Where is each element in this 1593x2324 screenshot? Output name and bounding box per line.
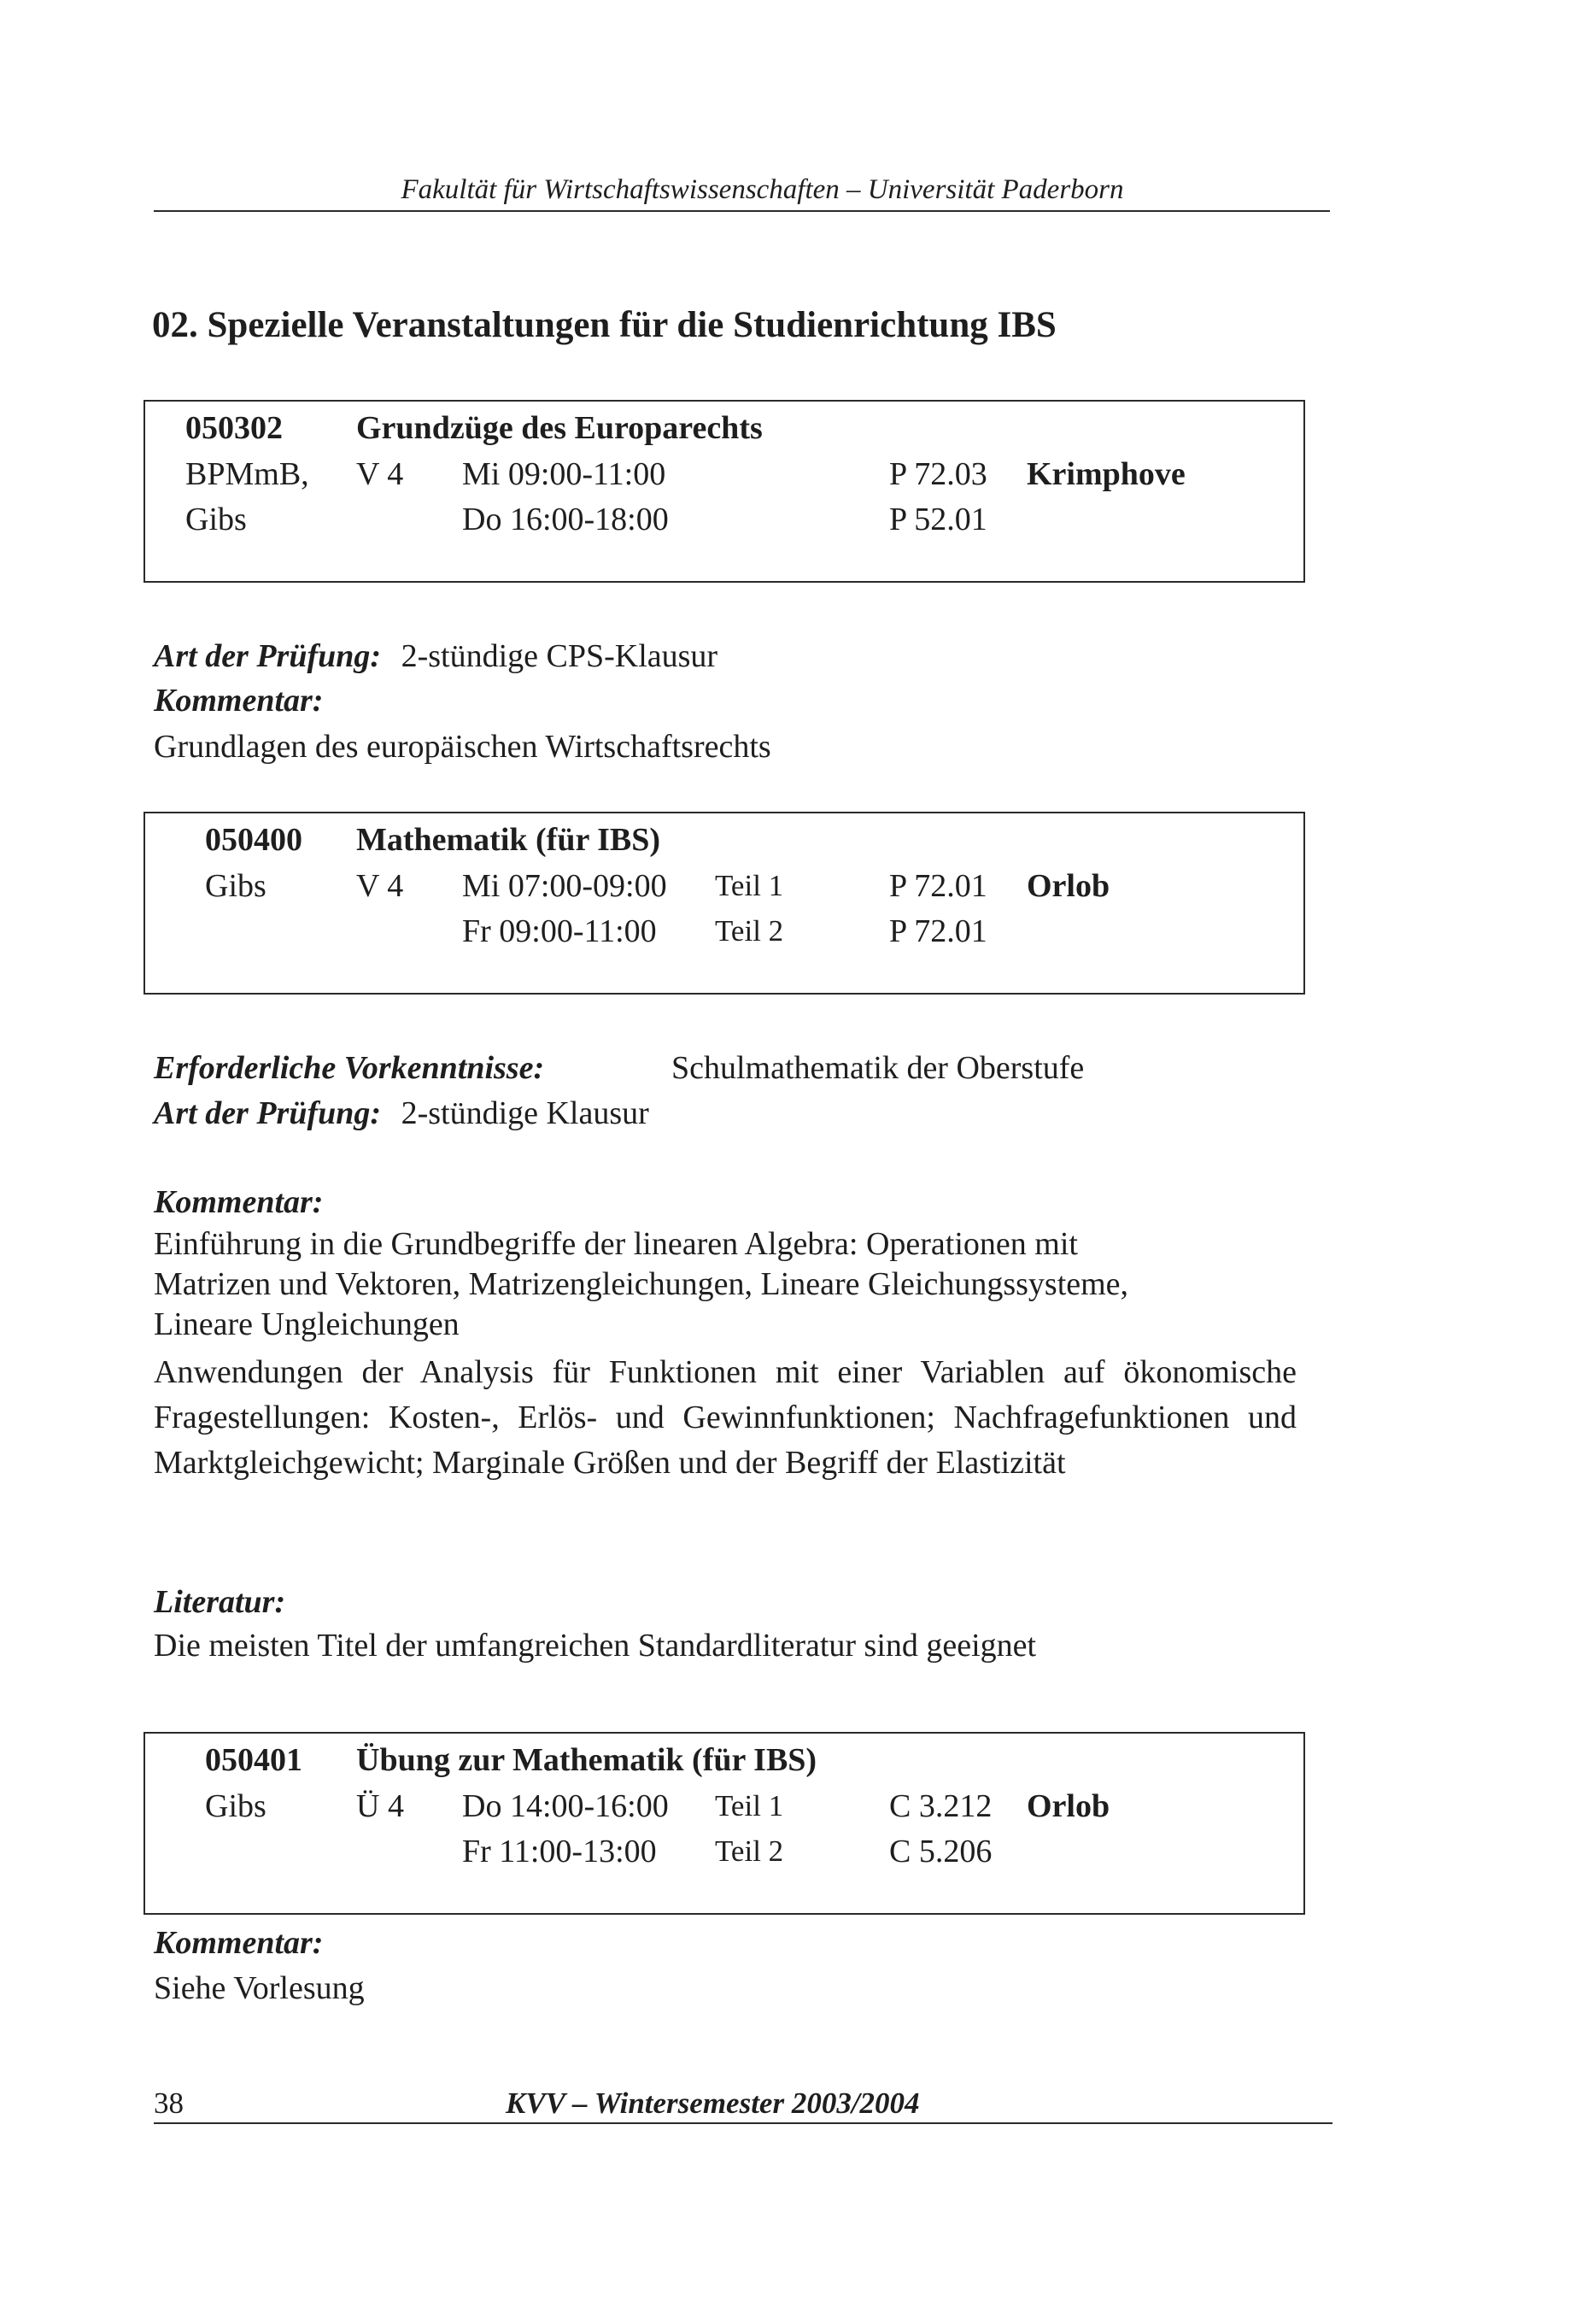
session-part: Teil 2	[715, 1834, 784, 1868]
comment-text: Grundlagen des europäischen Wirtschaftsrechts	[154, 729, 771, 765]
session-room: C 3.212	[889, 1788, 993, 1824]
comment-line: Lineare Ungleichungen	[154, 1306, 460, 1342]
session-room: P 72.03	[889, 456, 987, 492]
page-number: 38	[154, 2086, 184, 2120]
course-number: 050400	[205, 822, 302, 858]
course-type: V 4	[356, 456, 404, 492]
footer-title: KVV – Wintersemester 2003/2004	[506, 2086, 920, 2120]
course-title: Übung zur Mathematik (für IBS)	[356, 1742, 817, 1778]
session-room: P 72.01	[889, 868, 987, 904]
course-type: V 4	[356, 868, 404, 904]
session-part: Teil 1	[715, 869, 784, 902]
session-part: Teil 2	[715, 914, 784, 948]
exam-label: Art der Prüfung:	[154, 1095, 382, 1131]
page-header: Fakultät für Wirtschaftswissenschaften – Universität Paderborn	[401, 174, 1124, 205]
course-box-050302	[143, 400, 1305, 583]
exam-label: Art der Prüfung:	[154, 638, 382, 674]
footer-rule	[154, 2122, 1332, 2124]
exam-value: 2-stündige CPS-Klausur	[401, 638, 718, 674]
session-room: P 52.01	[889, 502, 987, 537]
literature-text: Die meisten Titel der umfangreichen Standardliteratur sind geeignet	[154, 1628, 1037, 1664]
course-audience: Gibs	[205, 868, 266, 904]
comment-label: Kommentar:	[154, 683, 324, 719]
comment-line: Matrizen und Vektoren, Matrizengleichungen, Lineare Gleichungssysteme,	[154, 1266, 1129, 1302]
session-time: Mi 09:00-11:00	[462, 456, 666, 492]
course-audience: BPMmB,	[185, 456, 309, 492]
course-box-050400	[143, 812, 1305, 995]
prereq-label: Erforderliche Vorkenntnisse:	[154, 1050, 545, 1086]
exam-row	[154, 637, 717, 676]
course-lecturer: Orlob	[1027, 1788, 1110, 1824]
literature-label: Literatur:	[154, 1584, 286, 1620]
comment-label: Kommentar:	[154, 1184, 324, 1220]
course-box-050401	[143, 1732, 1305, 1915]
comment-paragraph: Anwendungen der Analysis für Funktionen mit einer Variablen auf ökonomische Fragestellungen: Kosten-, Erlös- und Gewinnfunktionen; Nachfragefunktionen und Marktgleichgewicht; Marginale Größen und der Begriff der Elastizität	[154, 1354, 1297, 1481]
course-lecturer: Orlob	[1027, 868, 1110, 904]
course-title: Mathematik (für IBS)	[356, 822, 661, 858]
course-lecturer: Krimphove	[1027, 456, 1186, 492]
exam-value: 2-stündige Klausur	[401, 1095, 649, 1131]
session-part: Teil 1	[715, 1789, 784, 1822]
session-room: P 72.01	[889, 913, 987, 949]
prereq-value: Schulmathematik der Oberstufe	[671, 1050, 1085, 1086]
session-time: Fr 09:00-11:00	[462, 913, 657, 949]
session-room: C 5.206	[889, 1834, 993, 1869]
course-number: 050401	[205, 1742, 302, 1778]
course-title: Grundzüge des Europarechts	[356, 410, 763, 446]
session-time: Do 14:00-16:00	[462, 1788, 669, 1824]
session-time: Mi 07:00-09:00	[462, 868, 667, 904]
header-rule	[154, 210, 1330, 212]
course-audience: Gibs	[205, 1788, 266, 1824]
course-number: 050302	[185, 410, 283, 446]
session-time: Do 16:00-18:00	[462, 502, 669, 537]
comment-label: Kommentar:	[154, 1925, 324, 1961]
course-audience: Gibs	[185, 502, 247, 537]
exam-row	[154, 1094, 649, 1133]
course-type: Ü 4	[356, 1788, 404, 1824]
session-time: Fr 11:00-13:00	[462, 1834, 657, 1869]
comment-line: Einführung in die Grundbegriffe der linearen Algebra: Operationen mit	[154, 1226, 1078, 1262]
comment-text: Siehe Vorlesung	[154, 1970, 365, 2006]
section-title: 02. Spezielle Veranstaltungen für die Studienrichtung IBS	[152, 305, 1057, 345]
